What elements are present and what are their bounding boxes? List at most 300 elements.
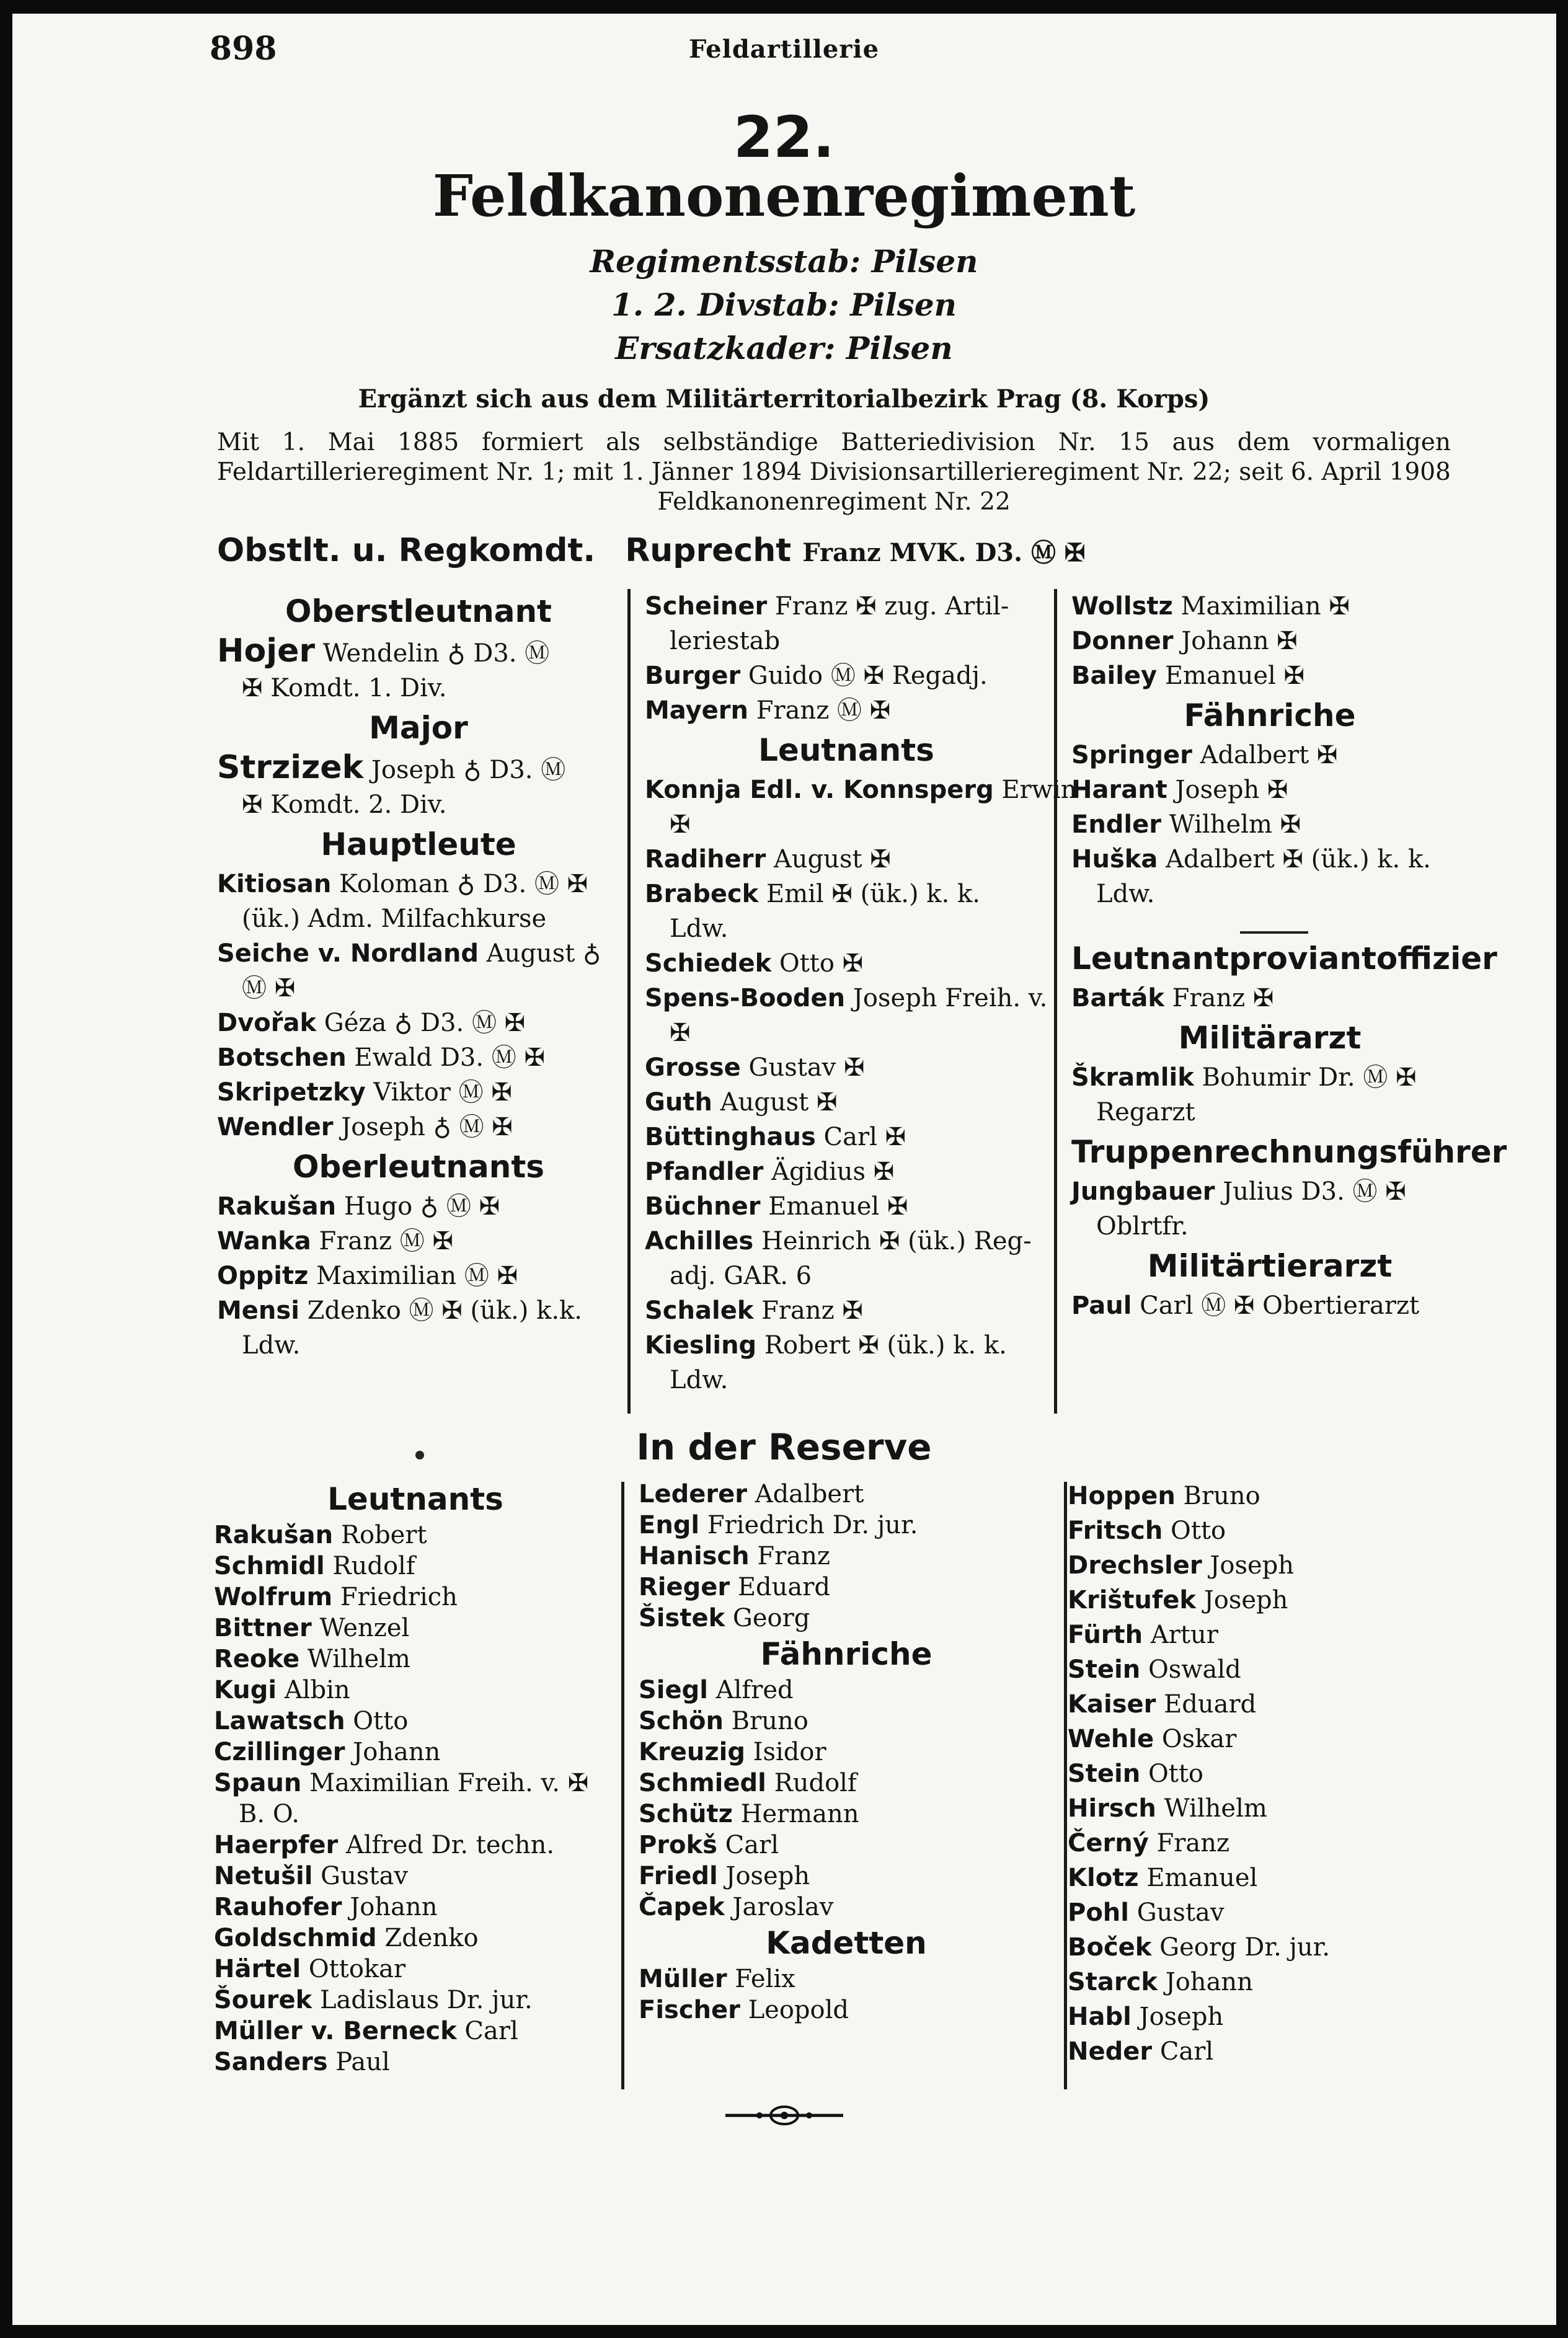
surname: Fürth [1068,1621,1143,1649]
entry-details: Bruno [731,1707,808,1735]
end-ornament [725,2103,843,2128]
surname: Guth [645,1088,712,1117]
surname: Sanders [214,2048,328,2076]
surname: Klotz [1068,1864,1139,1892]
surname: Pfandler [645,1158,764,1186]
entry-details: adj. GAR. 6 [670,1262,812,1290]
reserve-leutnant-entry [214,1768,617,1799]
heading-militararzt: Militärarzt [1178,1020,1362,1056]
surname: Radiherr [645,845,766,874]
reserve-leutnant-entry [1068,1826,1471,1861]
entry-details: Felix [735,1965,795,1993]
hauptmann-entry [217,1006,620,1040]
reserve-rule-1 [621,1482,624,2089]
running-head: Feldartillerie [688,35,880,64]
active-column-2 [645,589,1077,1397]
surname: Kiesling [645,1331,757,1360]
surname: Kugi [214,1676,277,1704]
reserve-leutnant-entry [214,1582,617,1613]
entry-details: Alfred Dr. techn. [345,1831,555,1859]
oberleutnant-entry [217,1189,620,1224]
reserve-leutnant-entry [214,1737,617,1768]
entry-hojer-cont: ✠ Komdt. 1. Div. [242,674,447,702]
reserve-leutnant-entry [1068,1791,1471,1826]
surname: Brabeck [645,880,759,908]
fahnrich-entry [1071,738,1468,773]
entry-details: Ewald D3. Ⓜ ✠ [354,1043,545,1072]
reserve-leutnant-entry [1068,1583,1471,1618]
entry-details: Maximilian Ⓜ ✠ [316,1262,518,1290]
column-rule-2 [1054,589,1057,1414]
surname: Donner [1071,627,1174,655]
reserve-leutnant-entry [1068,1687,1471,1722]
reserve-fahnriche-list [639,1675,1054,1923]
reserve-leutnant-entry [1068,1513,1471,1548]
entry-strzizek-cont: ✠ Komdt. 2. Div. [242,790,447,819]
surname: Seiche v. Nordland [217,939,479,968]
reserve-leutnant-entry [1068,1965,1471,1999]
entry-details: Johann [1165,1968,1253,1996]
heading-proviantoffizier: Leutnantproviantoffizier [1071,941,1497,976]
entry-details: Gustav [1136,1898,1225,1927]
heading-leutnants-active: Leutnants [758,732,934,768]
surname: Neder [1068,2037,1153,2066]
surname: Habl [1068,2003,1132,2031]
entry-details: Carl ✠ [823,1123,906,1151]
entry-details: Rudolf [774,1769,857,1797]
hauptmann-entry [217,1075,620,1110]
entry-details: Ⓜ ✠ [242,974,296,1003]
surname: Springer [1071,741,1192,769]
reserve-right-list [1068,1479,1471,2069]
reserve-leutnant-entry [639,1603,1054,1634]
column-2-top-list [645,589,1048,728]
reserve-leutnant-entry [1068,1722,1471,1756]
reserve-leutnant-entry [214,1706,617,1737]
reserve-leutnant-entry [214,1861,617,1892]
surname: Drechsler [1068,1551,1202,1580]
entry-details: Emanuel [1146,1864,1258,1892]
leutnant-entry [1071,624,1468,658]
kadett-entry [639,1964,1054,1995]
oberleutnant-entry [217,1224,620,1259]
entry-bartak: Barták Franz ✠ [1071,984,1274,1012]
hauptmann-entry [217,1040,620,1075]
entry-details: Franz Ⓜ ✠ [319,1227,453,1255]
oberleutnant-entry [217,1293,620,1328]
entry-details: Joseph [725,1862,810,1890]
entry-strzizek: Strzizek Joseph ♁ D3. Ⓜ [217,749,566,786]
column-rule-1 [627,589,631,1414]
leutnant-entry [645,981,1048,1016]
reserve-leutnant-entry [214,2016,617,2047]
reserve-heading: In der Reserve [636,1426,932,1468]
heading-fahnriche-reserve: Fähnriche [760,1636,932,1672]
entry-details: Emil ✠ (ük.) k. k. [766,880,980,908]
reserve-leutnant-entry [1068,2034,1471,2069]
leutnant-entry [645,1259,1048,1293]
erganzung-line: Ergänzt sich aus dem Militärterritorialbezirk Prag (8. Korps) [358,384,1210,414]
surname: Rieger [639,1573,730,1601]
reserve-column-2 [639,1479,1054,2026]
officer-entry [645,658,1048,693]
leutnant-entry [645,1085,1048,1120]
reserve-fahnrich-entry [639,1799,1054,1830]
entry-details: Wilhelm [307,1645,410,1673]
surname: Burger [645,662,741,690]
fahnriche-list [1071,738,1468,911]
entry-details: Wilhelm [1164,1794,1267,1823]
leutnant-entry [645,1293,1048,1328]
reserve-leutnant-entry [1068,1756,1471,1791]
entry-details: Emanuel ✠ [768,1192,908,1221]
entry-details: Carl [1159,2037,1214,2066]
surname: Oppitz [217,1262,309,1290]
surname: Pohl [1068,1898,1129,1927]
reserve-rule-2 [1064,1482,1067,2089]
reserve-fahnrich-entry [639,1861,1054,1892]
entry-details: Robert ✠ (ük.) k. k. [764,1331,1007,1360]
entry-details: Franz [757,1542,830,1570]
reserve-fahnrich-entry [639,1675,1054,1706]
reserve-leutnant-entry [214,1675,617,1706]
regimentsstab-line: Regimentsstab: Pilsen [590,243,978,280]
entry-details: Artur [1150,1621,1218,1649]
commander-details: Franz MVK. D3. Ⓜ ✠ [802,538,1086,567]
surname: Schütz [639,1800,733,1828]
entry-jungbauer-cont: Oblrtfr. [1096,1212,1189,1241]
reserve-leutnant-entry [639,1572,1054,1603]
heading-rechnungsfuhrer: Truppenrechnungsführer [1071,1134,1507,1170]
entry-details: Friedrich Dr. jur. [707,1511,918,1539]
surname: Wanka [217,1227,311,1255]
hauptmann-entry [217,1110,620,1145]
reserve-fahnrich-entry [639,1737,1054,1768]
entry-skramlik-cont: Regarzt [1096,1098,1195,1127]
entry-details: Ldw. [670,914,729,943]
entry-details: B. O. [239,1800,299,1828]
surname: Rauhofer [214,1893,342,1921]
surname: Mayern [645,696,748,725]
entry-details: Hermann [740,1800,859,1828]
surname: Engl [639,1511,700,1539]
surname: Schmiedl [639,1769,766,1797]
ersatzkader-line: Ersatzkader: Pilsen [615,330,953,366]
surname: Schmidl [214,1552,325,1580]
surname: Čapek [639,1893,725,1921]
surname: Spaun [214,1769,302,1797]
oberleutnants-list [217,1189,620,1363]
surname: Starck [1068,1968,1158,1996]
surname: Schiedek [645,949,772,978]
kadetten-list [639,1964,1054,2026]
entry-details: Ägidius ✠ [771,1158,895,1186]
reserve-leutnant-entry [1068,1479,1471,1513]
entry-details: Hugo ♁ Ⓜ ✠ [343,1192,500,1221]
reserve-leutnant-entry [1068,1861,1471,1895]
surname: Büchner [645,1192,761,1221]
reserve-leutnant-entry [214,1985,617,2016]
reserve-leutnant-entry [214,1551,617,1582]
entry-details: leriestab [670,627,781,655]
entry-details: Ldw. [242,1331,301,1360]
leutnant-entry [645,911,1048,946]
reserve-leutnant-entry [214,1520,617,1551]
surname: Schalek [645,1296,754,1325]
entry-details: Joseph [1210,1551,1295,1580]
surname: Mensi [217,1296,299,1325]
commander-rank: Obstlt. u. Regkomdt. [217,532,596,569]
surname: Kreuzig [639,1738,745,1766]
commander-name: Ruprecht [625,532,792,569]
leutnant-entry [645,1363,1048,1397]
entry-details: Maximilian Freih. v. ✠ [309,1769,589,1797]
surname: Reoke [214,1645,300,1673]
entry-details: Otto ✠ [779,949,864,978]
officer-entry [645,693,1048,728]
divstab-line: 1. 2. Divstab: Pilsen [611,286,957,323]
leutnant-entry [645,1154,1048,1189]
surname: Siegl [639,1676,708,1704]
fahnrich-entry [1071,807,1468,842]
entry-details: Isidor [753,1738,826,1766]
surname: Krištufek [1068,1586,1196,1614]
leutnant-entry [645,1120,1048,1154]
surname: Wendler [217,1113,334,1141]
reserve-leutnant-entry [214,1613,617,1644]
entry-hojer: Hojer Wendelin ♁ D3. Ⓜ [217,632,550,670]
regiment-name: Feldkanonenregiment [432,162,1136,229]
surname: Botschen [217,1043,347,1072]
entry-details: Wenzel [319,1614,410,1642]
entry-jungbauer: Jungbauer Julius D3. Ⓜ ✠ [1071,1177,1406,1206]
entry-details: Franz [1156,1829,1230,1858]
entry-details: Johann [353,1738,441,1766]
entry-details: Alfred [715,1676,794,1704]
entry-details: Joseph Freih. v. [853,984,1048,1012]
surname: Hoppen [1068,1482,1176,1510]
reserve-leutnant-entry [639,1510,1054,1541]
heading-major: Major [369,710,468,746]
reserve-column-1 [214,1479,617,2078]
leutnant-entry [645,842,1048,877]
surname: Rakušan [217,1192,337,1221]
surname: Lederer [639,1480,747,1508]
regimental-commander [217,532,1085,569]
regiment-number: 22. [733,104,835,170]
entry-details: Joseph [1139,2003,1224,2031]
hauptmann-entry [217,901,620,936]
entry-details: Adalbert [755,1480,864,1508]
entry-details: Leopold [748,1996,849,2024]
entry-details: Franz Ⓜ ✠ [756,696,891,725]
heading-oberleutnants: Oberleutnants [292,1149,544,1185]
leutnant-entry [645,877,1048,911]
reserve-leutnant-entry [1068,1999,1471,2034]
heading-hauptleute: Hauptleute [321,826,516,862]
entry-details: Franz ✠ [761,1296,863,1325]
entry-details: Ldw. [670,1366,729,1394]
officer-entry [645,589,1048,624]
surname: Harant [1071,776,1167,804]
heading-fahnriche-active: Fähnriche [1184,697,1356,733]
history-text: Mit 1. Mai 1885 formiert als selbständige Batteriedivision Nr. 15 aus dem vormaligen Feldartillerieregiment Nr. 1; mit 1. Jänner 1894 Divisionsartillerieregiment Nr. 22; seit 6. April 1908 [217,428,1451,486]
entry-details: (ük.) Adm. Milfachkurse [242,905,547,933]
reserve-leutnant-entry [639,1541,1054,1572]
ink-dot [415,1451,424,1459]
oberleutnant-entry [217,1328,620,1363]
reserve-leutnant-entry [1068,1618,1471,1652]
surname: Šourek [214,1986,312,2014]
surname: Wolfrum [214,1583,333,1611]
entry-details: Otto [353,1707,409,1735]
entry-details: Ladislaus Dr. jur. [319,1986,533,2014]
leutnant-entry [645,1016,1048,1050]
entry-details: Friedrich [340,1583,458,1611]
surname: Haerpfer [214,1831,339,1859]
reserve-leutnant-entry [214,1799,617,1830]
surname: Goldschmid [214,1924,377,1952]
entry-details: Carl [464,2017,518,2045]
surname: Wollstz [1071,592,1173,621]
surname: Šistek [639,1604,725,1632]
reserve-leutnant-entry [1068,1548,1471,1583]
surname: Skripetzky [217,1078,366,1107]
leutnant-entry [645,1224,1048,1259]
reserve-leutnant-entry [214,1644,617,1675]
entry-details: Franz ✠ zug. Artil- [774,592,1009,621]
reserve-leutnant-entry [1068,1930,1471,1965]
entry-details: Oswald [1148,1655,1241,1684]
reserve-leutnant-entry [214,1954,617,1985]
reserve-leutnant-entry [214,1892,617,1923]
surname: Fritsch [1068,1517,1163,1545]
surname: Kaiser [1068,1690,1156,1719]
leutnant-entry [645,1050,1048,1085]
entry-details: Eduard [1164,1690,1257,1719]
surname: Achilles [645,1227,754,1255]
surname: Stein [1068,1760,1141,1788]
surname: Müller v. Berneck [214,2017,457,2045]
surname: Friedl [639,1862,718,1890]
surname: Konnja Edl. v. Konnsperg [645,776,994,804]
heading-militartierarzt: Militärtierarzt [1147,1248,1393,1284]
reserve-leutnant-entry [1068,1895,1471,1930]
leutnant-entry [645,946,1048,981]
surname: Scheiner [645,592,768,621]
active-column-1 [217,589,620,1363]
surname: Kitiosan [217,870,332,898]
reserve-column-3 [1068,1479,1471,2069]
entry-details: Gustav ✠ [748,1053,865,1082]
history-paragraph [217,428,1451,517]
entry-details: Heinrich ✠ (ük.) Reg- [761,1227,1032,1255]
reserve-leutnant-entry [214,2047,617,2078]
entry-details: Carl [725,1831,779,1859]
surname: Czillinger [214,1738,345,1766]
reserve-leutnant-entry [639,1479,1054,1510]
surname: Müller [639,1965,727,1993]
entry-details: Albin [284,1676,350,1704]
surname: Wehle [1068,1725,1154,1753]
hauptmann-entry [217,867,620,901]
surname: Netušil [214,1862,313,1890]
reserve-leutnant-entry [214,1830,617,1861]
reserve-fahnrich-entry [639,1892,1054,1923]
surname: Härtel [214,1955,301,1983]
entry-details: Paul [335,2048,390,2076]
officer-entry [645,624,1048,658]
entry-details: Wilhelm ✠ [1169,810,1301,839]
entry-details: Maximilian ✠ [1180,592,1350,621]
entry-details: Joseph [1203,1586,1288,1614]
entry-details: Rudolf [332,1552,415,1580]
entry-details: Johann ✠ [1181,627,1298,655]
heading-kadetten: Kadetten [766,1925,927,1961]
fahnrich-entry [1071,842,1468,877]
entry-details: Jaroslav [732,1893,834,1921]
leutnant-entry [645,1189,1048,1224]
entry-details: August ♁ [486,939,601,968]
fahnrich-entry [1071,773,1468,807]
entry-details: ✠ [670,810,691,839]
entry-details: Otto [1148,1760,1203,1788]
page-number: 898 [210,30,277,68]
surname: Spens-Booden [645,984,846,1012]
fahnrich-entry [1071,877,1468,911]
entry-details: Géza ♁ D3. Ⓜ ✠ [324,1009,526,1037]
reserve-fahnrich-entry [639,1768,1054,1799]
entry-details: Emanuel ✠ [1164,662,1305,690]
leutnant-entry [1071,589,1468,624]
entry-details: Bruno [1183,1482,1260,1510]
leutnant-entry [1071,658,1468,693]
oberleutnant-entry [217,1259,620,1293]
hauptmann-entry [217,936,620,971]
surname: Rakušan [214,1521,334,1549]
entry-details: Georg [732,1604,810,1632]
entry-details: Ottokar [308,1955,406,1983]
entry-details: ✠ [670,1019,691,1047]
surname: Endler [1071,810,1161,839]
surname: Stein [1068,1655,1141,1684]
surname: Černý [1068,1829,1149,1858]
reserve-leutnant-entry [1068,1652,1471,1687]
entry-details: Eduard [737,1573,830,1601]
entry-details: Zdenko [384,1924,479,1952]
surname: Boček [1068,1933,1152,1962]
entry-details: Gustav [321,1862,408,1890]
entry-details: Otto [1171,1517,1226,1545]
leutnant-entry [645,1328,1048,1363]
entry-details: August ✠ [720,1088,838,1117]
entry-details: Georg Dr. jur. [1159,1933,1331,1962]
surname: Huška [1071,845,1158,874]
leutnant-entry [645,773,1077,807]
entry-details: Joseph ♁ Ⓜ ✠ [341,1113,513,1141]
entry-details: Oskar [1161,1725,1237,1753]
heading-leutnants-reserve: Leutnants [327,1481,503,1517]
entry-details: August ✠ [773,845,891,874]
hauptleute-list [217,867,620,1145]
surname: Bittner [214,1614,312,1642]
surname: Dvořak [217,1009,317,1037]
surname: Bailey [1071,662,1158,690]
reserve-leutnant-entry [214,1923,617,1954]
surname: Schön [639,1707,724,1735]
history-last-line: Feldkanonenregiment Nr. 22 [657,488,1011,516]
surname: Grosse [645,1053,741,1082]
